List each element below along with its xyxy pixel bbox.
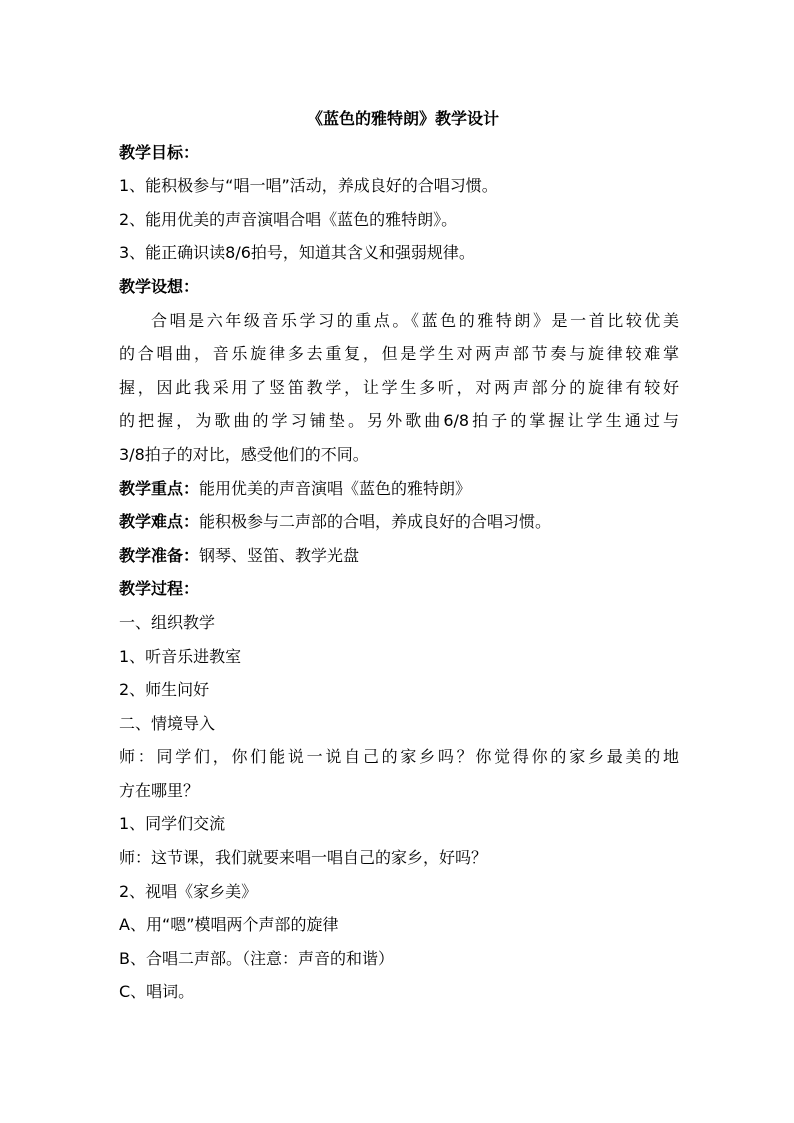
concept-line: 握，因此我采用了竖笛教学，让学生多听，对两声部分的旋律有较好	[119, 377, 679, 397]
process-step: 一、组织教学	[119, 612, 216, 632]
process-step: 2、师生问好	[119, 680, 210, 700]
objective-item: 1、能积极参与“唱一唱”活动，养成良好的合唱习惯。	[119, 176, 498, 196]
teacher-question-line: 师：同学们，你们能说一说自己的家乡吗？你觉得你的家乡最美的地	[119, 747, 679, 767]
objective-item: 3、能正确识读8/6拍号，知道其含义和强弱规律。	[119, 243, 475, 263]
process-heading: 教学过程：	[119, 579, 200, 599]
process-step: B、合唱二声部。（注意：声音的和谐）	[119, 948, 394, 968]
document-body	[119, 102, 679, 1009]
difficulty-text: 能积极参与二声部的合唱，养成良好的合唱习惯。	[199, 512, 552, 532]
process-step: 2、视唱《家乡美》	[119, 881, 258, 901]
process-step: 1、听音乐进教室	[119, 646, 242, 666]
concept-line: 3/8拍子的对比，感受他们的不同。	[119, 444, 369, 464]
concept-line: 的把握，为歌曲的学习铺垫。另外歌曲6/8拍子的掌握让学生通过与	[119, 411, 679, 431]
teacher-question	[119, 740, 679, 807]
concept-heading: 教学设想：	[119, 276, 200, 296]
key-point-row	[119, 472, 679, 506]
teacher-question-line: 方在哪里？	[119, 780, 200, 800]
difficulty-label: 教学难点：	[119, 512, 200, 532]
key-point-label: 教学重点：	[119, 478, 200, 498]
preparation-row	[119, 539, 679, 573]
concept-line: 合唱是六年级音乐学习的重点。《蓝色的雅特朗》是一首比较优美	[151, 310, 679, 330]
process-step: 1、同学们交流	[119, 814, 226, 834]
process-step: C、唱词。	[119, 982, 195, 1002]
objectives-heading: 教学目标：	[119, 142, 200, 162]
concept-paragraph	[119, 304, 679, 472]
preparation-text: 钢琴、竖笛、教学光盘	[199, 545, 360, 565]
key-point-text: 能用优美的声音演唱《蓝色的雅特朗》	[199, 478, 472, 498]
concept-line: 的合唱曲，音乐旋律多去重复，但是学生对两声部节奏与旋律较难掌	[119, 344, 679, 364]
difficulty-row	[119, 505, 679, 539]
process-step: 师：这节课，我们就要来唱一唱自己的家乡，好吗？	[119, 848, 488, 868]
preparation-label: 教学准备：	[119, 545, 200, 565]
objective-item: 2、能用优美的声音演唱合唱《蓝色的雅特朗》。	[119, 209, 458, 229]
process-step: A、用“嗯”模唱两个声部的旋律	[119, 915, 339, 935]
process-step: 二、情境导入	[119, 713, 216, 733]
document-title: 《蓝色的雅特朗》教学设计	[306, 109, 499, 128]
